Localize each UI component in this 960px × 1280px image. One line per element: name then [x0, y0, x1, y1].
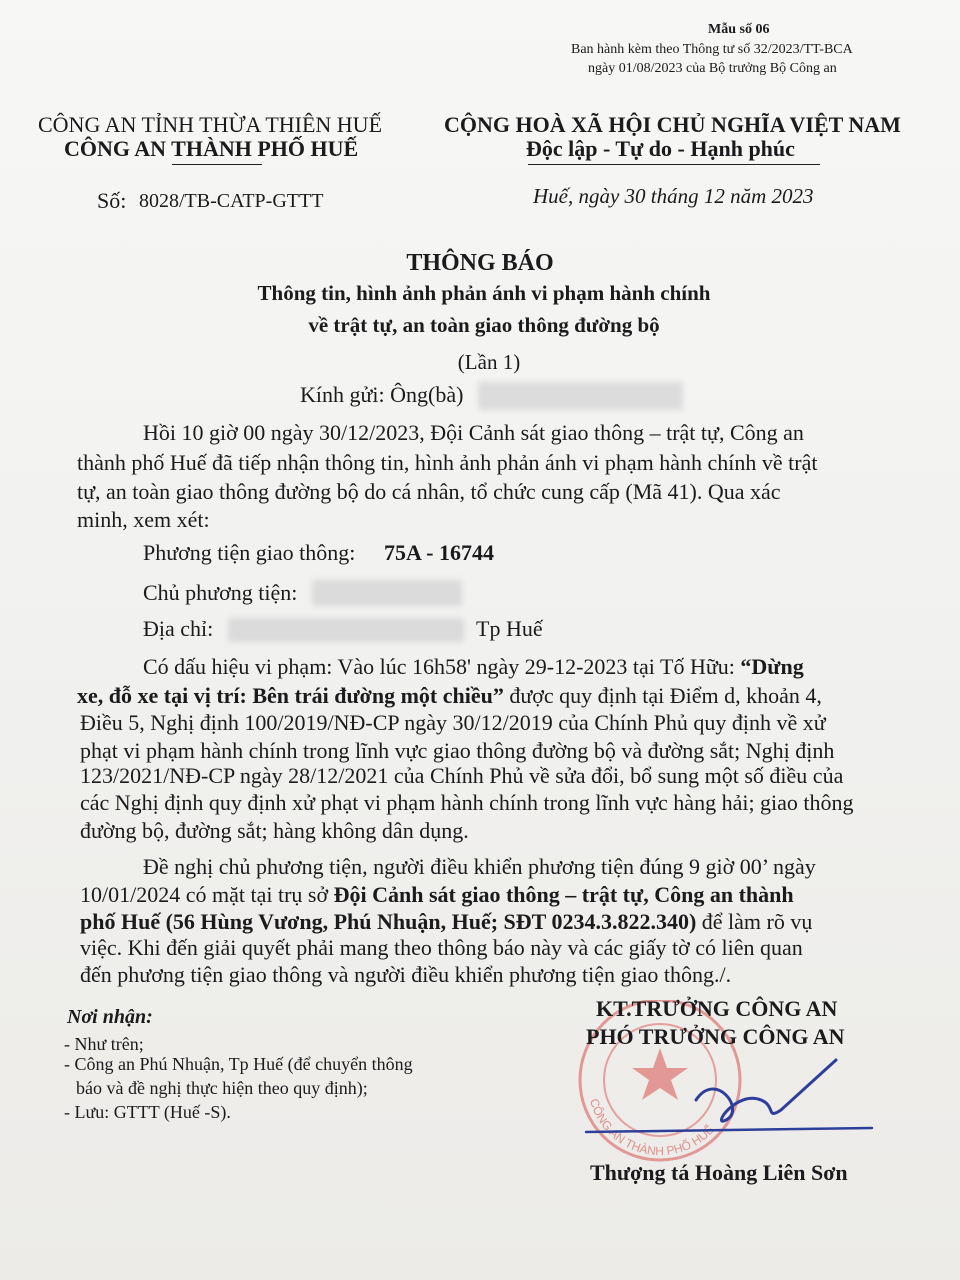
violation-line2: [77, 683, 822, 709]
ref-label: Số:: [97, 188, 127, 213]
document-subtitle-line2: về trật tự, an toàn giao thông đường bộ: [308, 313, 660, 337]
violation-time-place: Có dấu hiệu vi phạm: Vào lúc 16h58' ngày 29-12-2023 tại Tố Hữu:: [143, 654, 741, 679]
paragraph1-line: thành phố Huế đã tiếp nhận thông tin, hình ảnh phản ánh vi phạm hành chính về trật: [77, 450, 818, 475]
document-subtitle-line1: Thông tin, hình ảnh phản ánh vi phạm hành chính: [257, 281, 711, 305]
redacted-recipient-name: [478, 382, 683, 410]
violation-line1: [143, 654, 804, 680]
agency-line1: CÔNG AN TỈNH THỪA THIÊN HUẾ: [38, 112, 383, 137]
request-purpose: để làm rõ vụ: [696, 909, 813, 934]
place-date: Huế, ngày 30 tháng 12 năm 2023: [533, 184, 814, 208]
redacted-owner: [312, 580, 462, 606]
signature-title-line1: KT.TRƯỞNG CÔNG AN: [596, 996, 838, 1021]
request-line: đến phương tiện giao thông và người điều khiển phương tiện giao thông./.: [80, 962, 732, 987]
violation-regulation: được quy định tại Điểm d, khoản 4,: [503, 683, 822, 708]
receiver-item: - Như trên;: [64, 1034, 144, 1054]
form-issued-line1: Ban hành kèm theo Thông tư số 32/2023/TT-BCA: [571, 42, 853, 57]
request-line: Đề nghị chủ phương tiện, người điều khiển phương tiện đúng 9 giờ 00’ ngày: [143, 854, 816, 879]
address-label: Địa chỉ:: [143, 616, 214, 641]
paragraph1-line: tự, an toàn giao thông đường bộ do cá nhân, tổ chức cung cấp (Mã 41). Qua xác: [77, 479, 781, 504]
owner-label: Chủ phương tiện:: [143, 580, 298, 605]
address-city: Tp Huế: [476, 616, 543, 641]
redacted-address: [228, 618, 464, 642]
document-title: THÔNG BÁO: [406, 250, 554, 276]
ref-number: 8028/TB-CATP-GTTT: [139, 190, 324, 212]
violation-line: các Nghị định quy định xử phạt vi phạm hành chính trong lĩnh vực hàng hải; giao thông: [80, 790, 854, 815]
violation-name-start: “Dừng: [740, 654, 804, 679]
violation-line: đường bộ, đường sắt; hàng không dân dụng.: [80, 818, 469, 843]
request-line2: [80, 882, 794, 908]
signer-name: Thượng tá Hoàng Liên Sơn: [590, 1160, 848, 1185]
request-line3: [80, 909, 812, 935]
nation-motto: Độc lập - Tự do - Hạnh phúc: [526, 136, 795, 161]
svg-text:CÔNG AN THÀNH PHỐ HUẾ: CÔNG AN THÀNH PHỐ HUẾ: [586, 1096, 717, 1159]
agency-underline: [172, 164, 262, 165]
agency-line2: CÔNG AN THÀNH PHỐ HUẾ: [64, 136, 359, 161]
handwritten-signature: [576, 1040, 876, 1150]
request-date: 10/01/2024 có mặt tại trụ sở: [80, 882, 334, 907]
notice-times: (Lần 1): [457, 350, 521, 374]
nation-line1: CỘNG HOÀ XÃ HỘI CHỦ NGHĨA VIỆT NAM: [444, 112, 901, 137]
form-number: Mẫu số 06: [708, 22, 770, 37]
vehicle-plate: 75A - 16744: [384, 540, 494, 565]
request-line: việc. Khi đến giải quyết phải mang theo thông báo này và các giấy tờ có liên quan: [80, 935, 803, 960]
form-issued-line2: ngày 01/08/2023 của Bộ trưởng Bộ Công an: [588, 61, 837, 76]
request-office: Đội Cảnh sát giao thông – trật tự, Công an thành: [333, 882, 794, 907]
receiver-item: - Công an Phú Nhuận, Tp Huế (để chuyển thông: [64, 1054, 413, 1074]
paragraph1-line: Hồi 10 giờ 00 ngày 30/12/2023, Đội Cảnh sát giao thông – trật tự, Công an: [143, 420, 804, 445]
vehicle-label: Phương tiện giao thông:: [143, 540, 356, 565]
signature-title-line2: PHÓ TRƯỞNG CÔNG AN: [586, 1024, 845, 1049]
receivers-heading: Nơi nhận:: [67, 1006, 153, 1028]
request-office-address: phố Huế (56 Hùng Vương, Phú Nhuận, Huế; SĐT 0234.3.822.340): [80, 909, 697, 934]
violation-name: xe, đỗ xe tại vị trí: Bên trái đường một chiều”: [77, 683, 504, 708]
paragraph1-line: minh, xem xét:: [77, 507, 210, 532]
receiver-item: báo và đề nghị thực hiện theo quy định);: [76, 1078, 368, 1098]
violation-line: Điều 5, Nghị định 100/2019/NĐ-CP ngày 30/12/2019 của Chính Phủ quy định về xử: [80, 710, 826, 735]
receiver-item: - Lưu: GTTT (Huế -S).: [64, 1102, 231, 1122]
violation-line: 123/2021/NĐ-CP ngày 28/12/2021 của Chính Phủ về sửa đổi, bổ sung một số điều của: [80, 763, 844, 788]
motto-underline: [528, 164, 820, 165]
violation-line: phạt vi phạm hành chính trong lĩnh vực giao thông đường bộ và đường sắt; Nghị định: [80, 738, 835, 763]
recipient-label: Kính gửi: Ông(bà): [300, 382, 464, 407]
